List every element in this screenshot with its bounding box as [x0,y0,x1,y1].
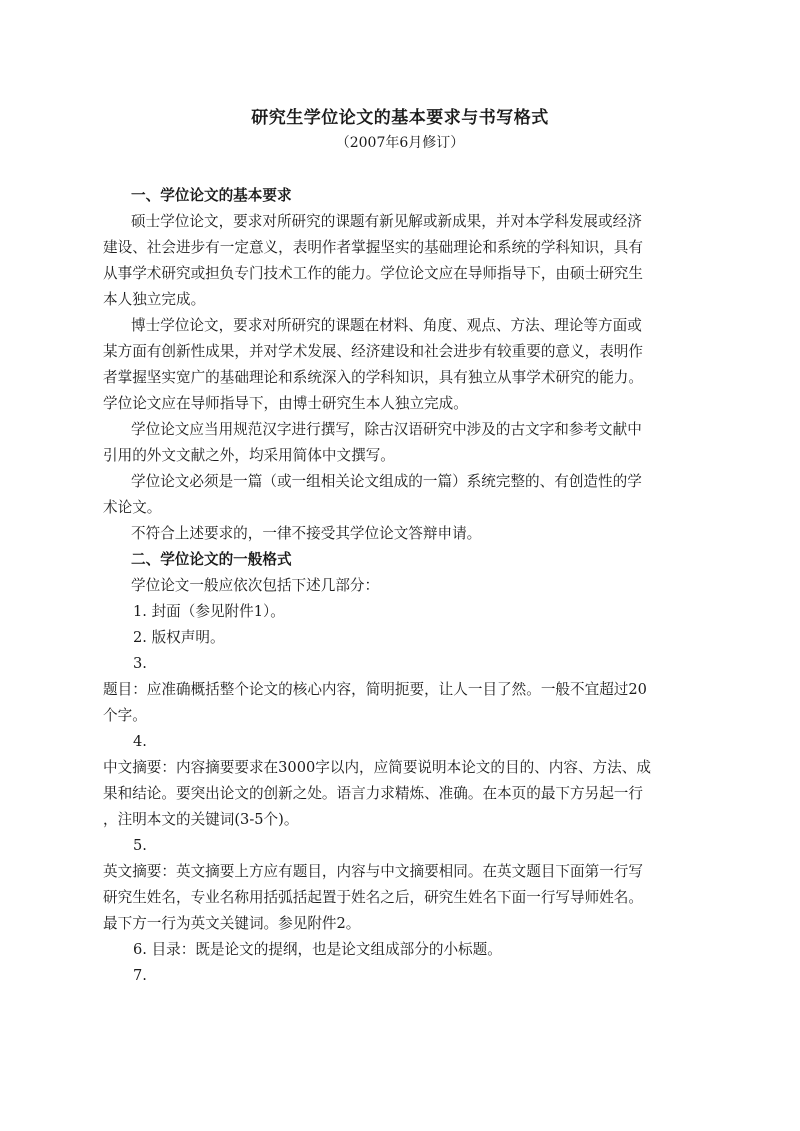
paragraph-line: 建设、社会进步有一定意义，表明作者掌握坚实的基础理论和系统的学科知识，具有 [103,239,643,256]
list-item-text: 个字。 [103,707,147,724]
list-item-text: 研究生姓名，专业名称用括弧括起置于姓名之后，研究生姓名下面一行写导师姓名。 [103,889,643,906]
paragraph-line: 学位论文应当用规范汉字进行撰写，除古汉语研究中涉及的古文字和参考文献中 [131,421,642,438]
list-item-text: 最下方一行为英文关键词。参见附件2。 [103,915,361,932]
list-item-text: 中文摘要：内容摘要要求在3000字以内，应简要说明本论文的目的、内容、方法、成 [103,759,651,776]
list-item: 6. 目录：既是论文的提纲，也是论文组成部分的小标题。 [133,941,502,958]
paragraph-line: 硕士学位论文，要求对所研究的课题有新见解或新成果，并对本学科发展或经济 [131,213,642,230]
list-item-text: 英文摘要：英文摘要上方应有题目，内容与中文摘要相同。在英文题目下面第一行写 [103,863,643,880]
section-heading: 一、学位论文的基本要求 [131,187,292,204]
list-item-number: 3. [133,655,147,672]
paragraph-line: 某方面有创新性成果，并对学术发展、经济建设和社会进步有较重要的意义，表明作 [103,343,643,360]
list-item: 1. 封面（参见附件1）。 [133,603,285,620]
document-subtitle: （2007年6月修订） [335,135,465,151]
list-item-text: ，注明本文的关键词(3-5个)。 [103,811,299,828]
paragraph-line: 博士学位论文，要求对所研究的课题在材料、角度、观点、方法、理论等方面或 [131,317,642,334]
paragraph-line: 者掌握坚实宽广的基础理论和系统深入的学科知识，具有独立从事学术研究的能力。 [103,369,643,386]
paragraph-line: 本人独立完成。 [103,291,206,308]
paragraph-line: 术论文。 [103,499,162,516]
document-body [103,183,703,989]
section-heading: 二、学位论文的一般格式 [131,551,292,568]
list-item-number: 7. [133,967,147,984]
paragraph-line: 从事学术研究或担负专门技术工作的能力。学位论文应在导师指导下，由硕士研究生 [103,265,643,282]
list-item: 2. 版权声明。 [133,629,225,646]
list-item-number: 4. [133,733,147,750]
paragraph-line: 引用的外文文献之外，均采用简体中文撰写。 [103,447,395,464]
paragraph-line: 不符合上述要求的，一律不接受其学位论文答辩申请。 [131,525,482,542]
list-item-text: 果和结论。要突出论文的创新之处。语言力求精炼、准确。在本页的最下方另起一行 [103,785,643,802]
paragraph-line: 学位论文必须是一篇（或一组相关论文组成的一篇）系统完整的、有创造性的学 [131,473,642,490]
document-title: 研究生学位论文的基本要求与书写格式 [251,108,549,128]
paragraph-line: 学位论文一般应依次包括下述几部分： [131,577,380,594]
list-item-number: 5. [133,837,147,854]
paragraph-line: 学位论文应在导师指导下，由博士研究生本人独立完成。 [103,395,468,412]
list-item-text: 题目：应准确概括整个论文的核心内容，简明扼要，让人一目了然。一般不宜超过20 [103,681,647,698]
